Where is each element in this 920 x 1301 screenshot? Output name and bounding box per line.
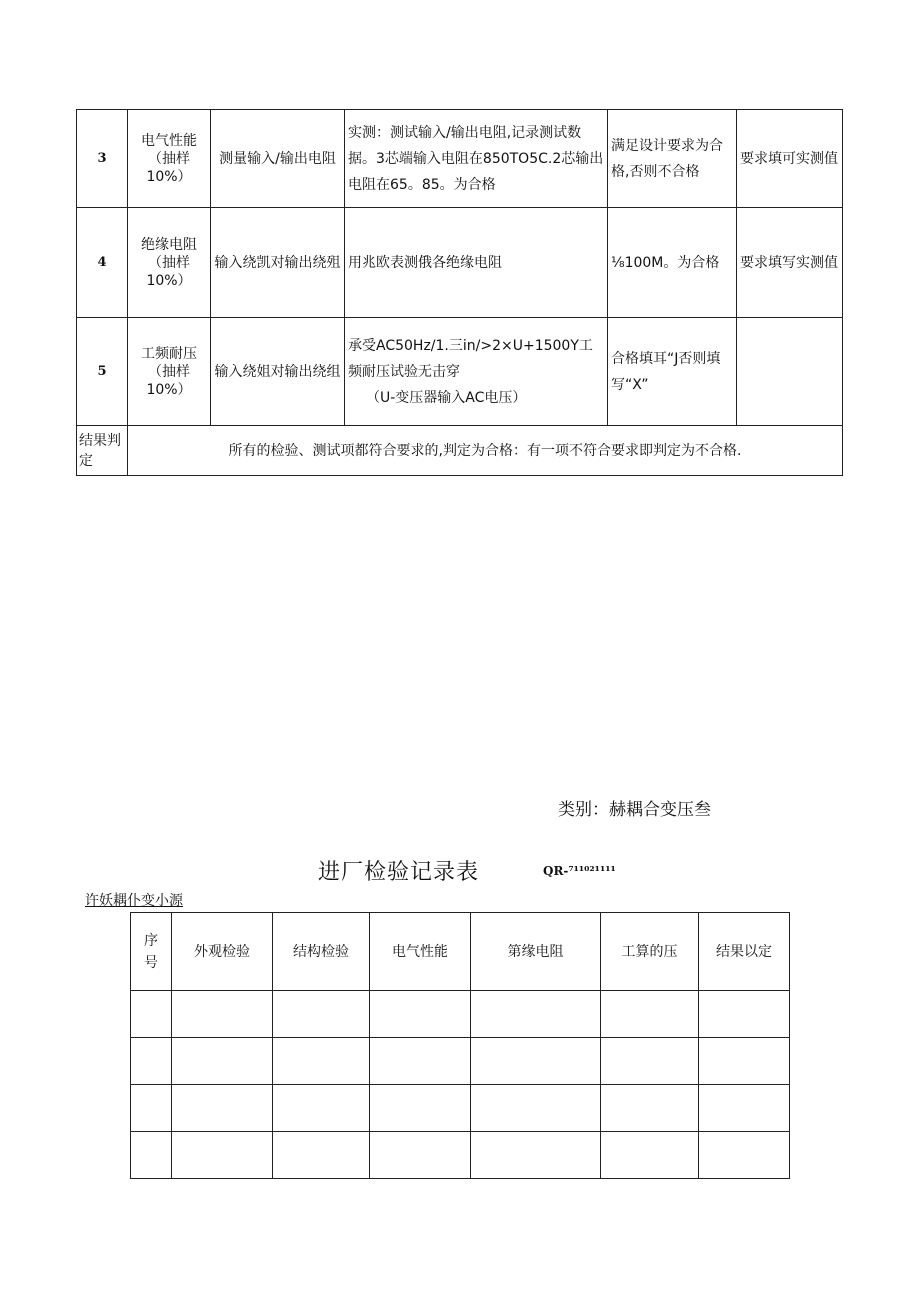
empty-cell[interactable] [273,1132,370,1179]
table-row [77,110,843,208]
item-sampling: （抽样10%） [146,363,192,398]
table-row [77,208,843,318]
inspection-item [128,318,211,426]
item-name: 工频耐压 [141,345,197,362]
row-number: 3 [77,110,128,208]
conclusion-label: 结果判定 [77,426,128,476]
table-row [77,318,843,426]
empty-cell[interactable] [699,1085,790,1132]
table-row [131,1132,790,1179]
conclusion-text: 所有的检验、测试项都符合要求的,判定为合格：有一项不符合要求即判定为不合格. [128,426,843,476]
empty-cell[interactable] [131,1038,172,1085]
empty-cell[interactable] [471,1085,601,1132]
header-seq: 序号 [131,913,172,991]
inspection-method: 用兆欧表测俄各绝缘电阻 [345,208,608,318]
empty-cell[interactable] [471,1132,601,1179]
category-label: 类别：赫耦合变压叁 [558,800,711,820]
inspection-method [345,318,608,426]
record-requirement: 要求填写实测值 [737,208,843,318]
empty-cell[interactable] [601,1085,699,1132]
table-row [131,991,790,1038]
empty-cell[interactable] [172,1038,273,1085]
empty-cell[interactable] [131,1085,172,1132]
empty-cell[interactable] [471,991,601,1038]
header-structure: 结构检验 [273,913,370,991]
header-insulation: 第缘电阻 [471,913,601,991]
empty-cell[interactable] [370,1132,471,1179]
inspection-object: 输入绕凯对输出绕殂 [211,208,345,318]
header-electrical: 电气性能 [370,913,471,991]
pass-criteria: 满足设计要求为合格,否则不合格 [608,110,737,208]
inspection-item [128,110,211,208]
header-result: 结果以定 [699,913,790,991]
row-number: 4 [77,208,128,318]
record-title: 进厂检验记录表 [318,860,480,885]
header-appearance: 外观检验 [172,913,273,991]
empty-cell[interactable] [273,1038,370,1085]
row-number: 5 [77,318,128,426]
record-header-row [131,913,790,991]
empty-cell[interactable] [699,1038,790,1085]
empty-cell[interactable] [601,1038,699,1085]
header-withstand: 工算的压 [601,913,699,991]
item-name: 绝缘电阻 [141,236,197,253]
empty-cell[interactable] [273,1085,370,1132]
empty-cell[interactable] [370,1085,471,1132]
empty-cell[interactable] [131,991,172,1038]
empty-cell[interactable] [601,1132,699,1179]
empty-cell[interactable] [370,1038,471,1085]
item-name: 电气性能 [141,132,197,149]
method-note: （U-变压器输入AC电压） [366,389,527,406]
inspection-object: 输入绕姐对输出绕组 [211,318,345,426]
empty-cell[interactable] [172,991,273,1038]
item-sampling: （抽样10%） [146,150,192,185]
table-row [131,1038,790,1085]
inspection-object: 测量输入/输出电阻 [211,110,345,208]
item-sampling: （抽样10%） [146,254,192,289]
empty-cell[interactable] [370,991,471,1038]
empty-cell[interactable] [699,1132,790,1179]
table-row [131,1085,790,1132]
record-code: QR-⁷¹¹⁰²¹¹¹¹ [543,864,616,878]
pass-criteria: ⅛100M。为合格 [608,208,737,318]
inspection-item [128,208,211,318]
empty-cell[interactable] [699,991,790,1038]
pass-criteria: 合格填耳“J否则填写“X” [608,318,737,426]
empty-cell[interactable] [273,991,370,1038]
inspection-method: 实测：测试输入/输出电阻,记录测试数据。3芯端输入电阻在850TO5C.2芯输出电阻在65。85。为合格 [345,110,608,208]
empty-cell[interactable] [131,1132,172,1179]
record-table [130,912,790,1179]
conclusion-row [77,426,843,476]
record-requirement: 要求填可实测值 [737,110,843,208]
empty-cell[interactable] [601,991,699,1038]
record-requirement [737,318,843,426]
empty-cell[interactable] [471,1038,601,1085]
method-text: 承受AC50Hz/1.三in/>2×U+1500Y工频耐压试验无击穿 [348,337,593,380]
empty-cell[interactable] [172,1132,273,1179]
empty-cell[interactable] [172,1085,273,1132]
supplier-label: 许妖耦仆变小源 [85,893,183,909]
inspection-table [76,109,843,476]
